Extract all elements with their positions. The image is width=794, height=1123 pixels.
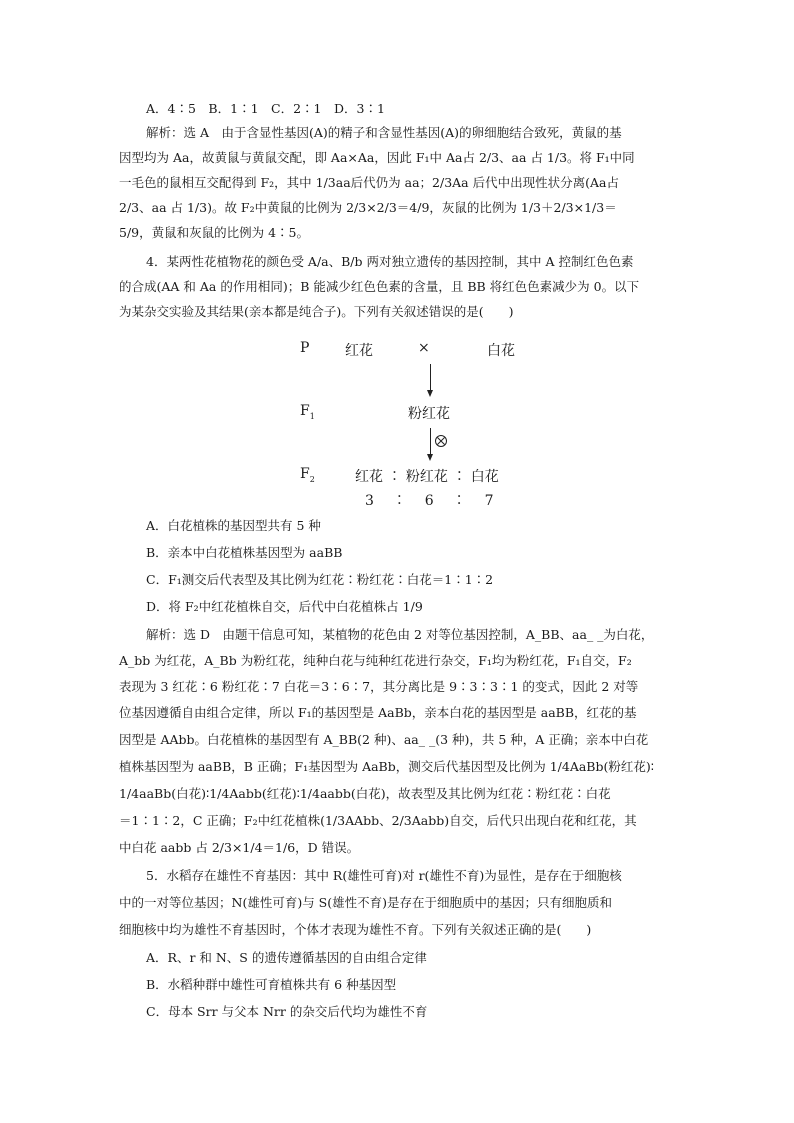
q5-stem-line: 5．水稻存在雄性不育基因：其中 R(雄性可育)对 r(雄性不育)为显性，是存在于细胞核 [146,868,622,883]
q4-analysis-line: 植株基因型为 aaBB，B 正确；F₁基因型为 AaBb，测交后代基因型及比例为 1/4AaBb(粉红花)∶ [119,759,654,774]
q4-option-c: C．F₁测交后代表型及其比例为红花∶粉红花∶白花＝1∶1∶2 [146,572,494,587]
arrowhead-icon [427,390,433,397]
f2-phenotypes: 红花 ∶ 粉红花 ∶ 白花 [355,469,499,485]
q4-analysis-line: 解析：选 D 由题干信息可知，某植物的花色由 2 对等位基因控制，A_BB、aa_ _为白花， [146,627,654,642]
q4-option-a: A．白花植株的基因型共有 5 种 [146,518,321,533]
q4-analysis-line: 因型是 AAbb。白花植株的基因型有 A_BB(2 种)、aa_ _(3 种)，共 5 种，A 正确；亲本中白花 [119,732,649,747]
f1-phenotype: 粉红花 [408,406,450,422]
q3-analysis-line: 5/9，黄鼠和灰鼠的比例为 4∶5。 [119,225,309,240]
q3-analysis-line: 2/3、aa 占 1/3)。故 F₂中黄鼠的比例为 2/3×2/3＝4/9，灰鼠的比例为 1/3＋2/3×1/3＝ [119,200,617,215]
q4-option-b: B．亲本中白花植株基因型为 aaBB [146,545,343,560]
q4-analysis-line: 表现为 3 红花∶6 粉红花∶7 白花＝3∶6∶7，其分离比是 9∶3∶3∶1 的变式，因此 2 对等 [119,679,639,694]
q3-options: A．4∶5 B．1∶1 C．2∶1 D．3∶1 [146,101,385,116]
arrow-f1-to-f2 [430,428,431,456]
arrow-p-to-f1 [430,364,431,392]
q5-option-b: B．水稻种群中雄性可育植株共有 6 种基因型 [146,977,397,992]
q3-analysis-line: 一毛色的鼠相互交配得到 F₂，其中 1/3aa后代仍为 aa；2/3Aa 后代中出现性状分离(Aa占 [119,175,619,190]
f1-label: $F_1$ [300,403,315,421]
p-male-phenotype: 白花 [487,343,515,359]
q3-analysis-line: 解析：选 A 由于含显性基因(A)的精子和含显性基因(A)的卵细胞结合致死，黄鼠的基 [146,125,622,140]
q4-analysis-line: ＝1∶1∶2，C 正确；F₂中红花植株(1/3AAbb、2/3Aabb)自交，后代只出现白花和红花，其 [119,813,637,828]
q4-option-d: D．将 F₂中红花植株自交，后代中白花植株占 1/9 [146,599,423,614]
q4-analysis-line: 中白花 aabb 占 2/3×1/4＝1/6，D 错误。 [119,840,360,855]
f2-label: $F_2$ [300,466,315,484]
q3-analysis-line: 因型均为 Aa，故黄鼠与黄鼠交配，即 Aa×Aa，因此 F₁中 Aa占 2/3、aa 占 1/3。将 F₁中同 [119,150,635,165]
q4-stem-line: 的合成(AA 和 Aa 的作用相同)；B 能减少红色色素的含量，且 BB 将红色色素减少为 0。以下 [119,279,640,294]
f2-ratio: 3 ∶ 6 ∶ 7 [365,493,494,509]
q5-stem-line: 中的一对等位基因；N(雄性可育)与 S(雄性不育)是存在于细胞质中的基因；只有细胞质和 [119,895,612,910]
q4-analysis-line: A_bb 为红花，A_Bb 为粉红花，纯种白花与纯种红花进行杂交，F₁均为粉红花，F₁自交，F₂ [119,653,632,668]
arrowhead-icon [427,454,433,461]
p-label: P [300,340,310,356]
q5-option-c: C．母本 Srr 与父本 Nrr 的杂交后代均为雄性不育 [146,1004,428,1019]
q4-analysis-line: 1/4aaBb(白花)∶1/4Aabb(红花)∶1/4aabb(白花)，故表型及其比例为红花∶粉红花∶白花 [119,786,611,801]
q4-stem-line: 为某杂交实验及其结果(亲本都是纯合子)。下列有关叙述错误的是( ) [119,304,514,319]
selfing-icon [435,435,447,447]
q5-stem-line: 细胞核中均为雄性不育基因时，个体才表现为雄性不育。下列有关叙述正确的是( ) [119,922,592,937]
q4-analysis-line: 位基因遵循自由组合定律，所以 F₁的基因型是 AaBb，亲本白花的基因型是 aaBB，红花的基 [119,705,637,720]
cross-symbol: × [418,340,430,356]
q4-stem-line: 4．某两性花植物花的颜色受 A/a、B/b 两对独立遗传的基因控制，其中 A 控制红色色素 [146,254,634,269]
p-female-phenotype: 红花 [345,343,373,359]
q5-option-a: A．R、r 和 N、S 的遗传遵循基因的自由组合定律 [146,950,427,965]
